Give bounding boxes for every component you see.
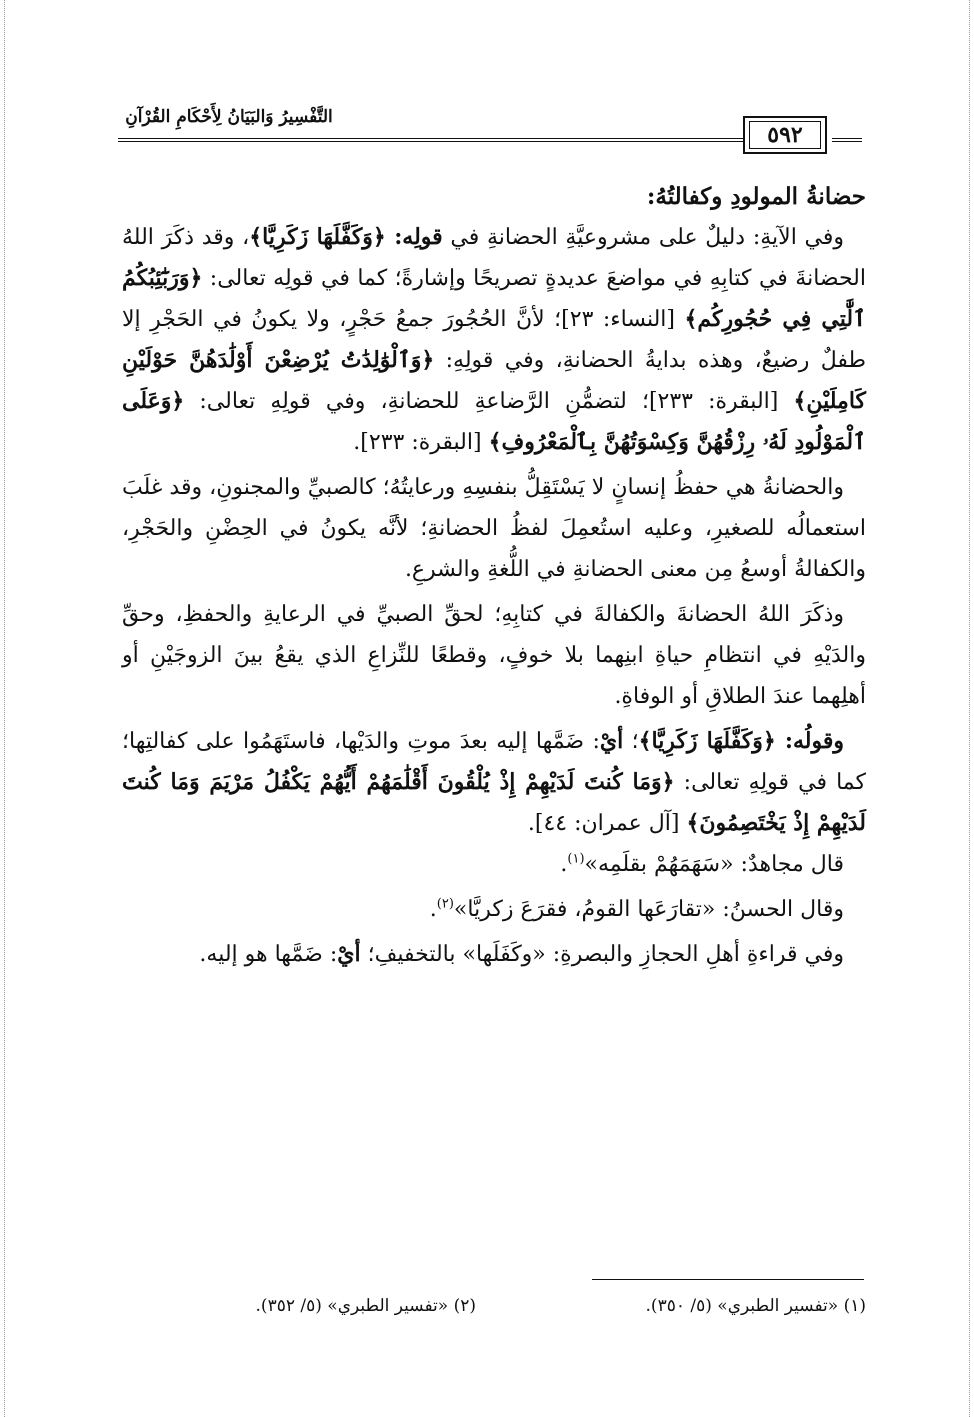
paragraph-4 — [122, 721, 866, 844]
text-run: وقال الحسنُ: «تقارَعَها القومُ، فقرَعَ زكريَّا» — [453, 897, 844, 922]
footnote-ref[interactable]: (٢) — [436, 896, 454, 912]
paragraph-3: وذكَرَ اللهُ الحضانةَ والكفالةَ في كتابِهِ؛ لحقِّ الصبيِّ في الرعايةِ والحفظِ، وحقِّ والدَيْهِ في انتظامِ حياةِ ابنِهما بلا خوفٍ، وقطعًا للنِّزاعِ الذي يقعُ بينَ الزوجَيْنِ أو أهلِهما عندَ الطلاقِ أو الوفاةِ. — [122, 602, 866, 709]
header-rule — [118, 138, 743, 142]
quran-verse: ﴿وَعَلَى ٱلْمَوْلُودِ لَهُۥ رِزْقُهُنَّ وَكِسْوَتُهُنَّ بِٱلْمَعْرُوفِ﴾ — [122, 388, 866, 455]
text-run: [آل عمران: ٤٤]. — [527, 811, 687, 836]
text-run: . — [560, 852, 568, 877]
header-rule-short — [832, 138, 862, 142]
paragraph-5 — [122, 844, 866, 885]
bold-term: وقولُه: — [784, 728, 844, 754]
text-run: ؛ — [623, 729, 639, 754]
quran-verse: ﴿وَرَبَٰٓئِبُكُمُ ٱلَّٰتِي فِي حُجُورِكُم﴾ — [122, 265, 867, 332]
text-run: وفي الآيةِ: دليلٌ على مشروعيَّةِ الحضانةِ في — [442, 225, 844, 250]
text-run: . — [429, 897, 437, 922]
quran-verse: ﴿وَكَفَّلَهَا زَكَرِيَّا﴾ — [249, 224, 395, 250]
footnote-ref[interactable]: (١) — [567, 851, 585, 867]
bold-term: قولِه: — [394, 224, 443, 250]
paragraph-6 — [122, 889, 866, 930]
section-heading: حضانةُ المولودِ وكفالتُهُ: — [646, 183, 866, 210]
footnote-1: (١) «تفسير الطبري» (٥/ ٣٥٠). — [645, 1296, 866, 1316]
text-run: وفي قراءةِ أهلِ الحجازِ والبصرةِ: «وكَفَلَها» بالتخفيفِ؛ — [360, 942, 844, 967]
page-edge-right — [969, 0, 970, 1417]
footnote-2: (٢) «تفسير الطبري» (٥/ ٣٥٢). — [255, 1296, 476, 1316]
paragraph-7 — [122, 934, 866, 975]
quran-verse: ﴿وَٱلْوَٰلِدَٰتُ يُرْضِعْنَ أَوْلَٰدَهُنَّ حَوْلَيْنِ كَامِلَيْنِ﴾ — [122, 347, 866, 414]
footnote-separator — [592, 1279, 864, 1280]
text-run: ، وقد ذكَرَ اللهُ الحضانةَ في كتابِهِ في مواضعَ عديدةٍ تصريحًا وإشارةً؛ كما في قولِه تعالى: — [122, 225, 866, 291]
text-run: : ضَمَّها إليه بعدَ موتِ والدَيْها، فاستَهَمُوا على كفالتِها؛ كما في قولِهِ تعالى: — [122, 729, 867, 795]
text-run: [البقرة: ٢٣٣]؛ لتضمُّنِ الرَّضاعةِ للحضانةِ، وفي قولِهِ تعالى: — [184, 389, 794, 414]
bold-term: أيْ — [599, 728, 624, 754]
running-title: التَّفْسِيرُ وَالبَيَانُ لِأَحْكَامِ القُرْآنِ — [125, 107, 333, 127]
page-number: ٥٩٢ — [749, 121, 821, 149]
text-run: قال مجاهدٌ: «سَهَمَهُمْ بقلَمِه» — [584, 852, 844, 877]
text-run: [النساء: ٢٣]؛ لأنَّ الحُجُورَ جمعُ حَجْرٍ، ولا يكونُ في الحَجْرِ إلا طفلٌ رضيعٌ، وهذه بدايةُ الحضانةِ، وفي قولِهِ: — [122, 307, 866, 373]
quran-verse: ﴿وَكَفَّلَهَا زَكَرِيَّا﴾ — [638, 728, 785, 754]
text-run: [البقرة: ٢٣٣]. — [353, 430, 489, 455]
bold-term: أيْ — [337, 941, 361, 967]
paragraph-1 — [122, 217, 866, 463]
page-body — [122, 176, 866, 975]
page-number-frame — [743, 116, 827, 154]
quran-verse: ﴿وَمَا كُنتَ لَدَيْهِمْ إِذْ يُلْقُونَ أَقْلَٰمَهُمْ أَيُّهُمْ يَكْفُلُ مَرْيَمَ وَمَا كُنتَ لَدَيْهِمْ إِذْ يَخْتَصِمُونَ﴾ — [122, 769, 866, 836]
paragraph-2: والحضانةُ هي حفظُ إنسانٍ لا يَسْتَقِلُّ بنفسِهِ ورعايتُهُ؛ كالصبيِّ والمجنونِ، وقد غلَبَ استعمالُه للصغيرِ، وعليه استُعمِلَ لفظُ الحضانةِ؛ لأنَّه يكونُ في الحِضْنِ والحَجْرِ، والكفالةُ أوسعُ مِن معنى الحضانةِ في اللُّغةِ والشرعِ. — [122, 475, 866, 582]
page-edge-left — [4, 0, 5, 1417]
text-run: : ضَمَّها هو إليه. — [199, 942, 338, 967]
